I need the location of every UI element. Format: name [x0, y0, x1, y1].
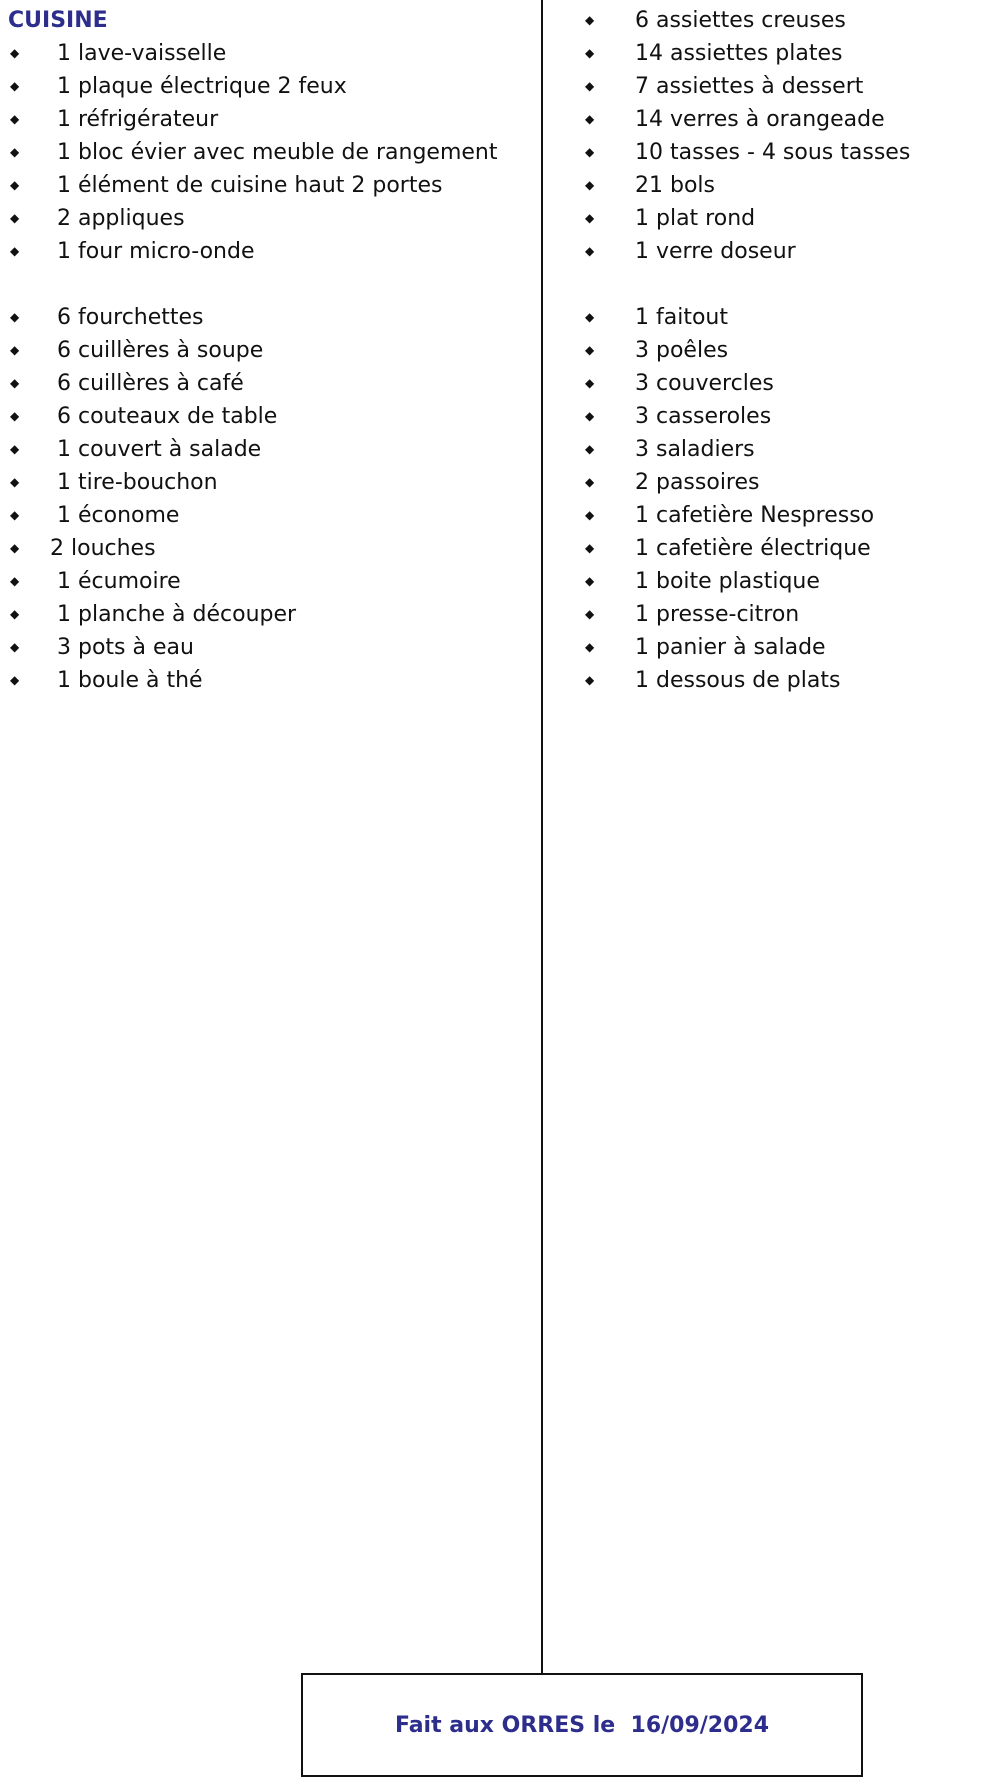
list-item: [585, 400, 985, 433]
list-item: [585, 235, 985, 268]
list-item-text: 1 boite plastique: [635, 569, 820, 594]
diamond-bullet-icon: ◆: [10, 310, 20, 324]
diamond-bullet-icon: ◆: [10, 112, 20, 126]
list-item-text: 7 assiettes à dessert: [635, 74, 864, 99]
diamond-bullet-icon: ◆: [10, 244, 20, 258]
list-item: [585, 136, 985, 169]
diamond-bullet-icon: ◆: [10, 475, 20, 489]
diamond-bullet-icon: ◆: [585, 640, 595, 654]
list-item: [8, 367, 528, 400]
right-list-cookware: [585, 301, 985, 697]
diamond-bullet-icon: ◆: [10, 178, 20, 192]
list-item-text: 1 élément de cuisine haut 2 portes: [57, 173, 443, 198]
diamond-bullet-icon: ◆: [585, 541, 595, 555]
diamond-bullet-icon: ◆: [10, 46, 20, 60]
right-column: [585, 4, 985, 697]
diamond-bullet-icon: ◆: [585, 310, 595, 324]
diamond-bullet-icon: ◆: [585, 178, 595, 192]
diamond-bullet-icon: ◆: [585, 79, 595, 93]
list-item: [8, 334, 528, 367]
diamond-bullet-icon: ◆: [585, 112, 595, 126]
left-column: [8, 4, 528, 697]
right-list-tableware: [585, 4, 985, 268]
list-item: [8, 136, 528, 169]
list-item-text: 1 dessous de plats: [635, 668, 841, 693]
left-list-appliances: [8, 37, 528, 268]
diamond-bullet-icon: ◆: [10, 409, 20, 423]
diamond-bullet-icon: ◆: [10, 211, 20, 225]
list-item-text: 6 cuillères à café: [57, 371, 244, 396]
left-list-utensils: [8, 301, 528, 697]
diamond-bullet-icon: ◆: [585, 343, 595, 357]
list-item: [585, 4, 985, 37]
diamond-bullet-icon: ◆: [585, 145, 595, 159]
list-item: [8, 301, 528, 334]
list-item: [8, 565, 528, 598]
list-item: [585, 631, 985, 664]
diamond-bullet-icon: ◆: [585, 475, 595, 489]
list-item: [8, 70, 528, 103]
list-item: [585, 169, 985, 202]
diamond-bullet-icon: ◆: [585, 409, 595, 423]
list-item-text: 3 couvercles: [635, 371, 774, 396]
diamond-bullet-icon: ◆: [10, 508, 20, 522]
diamond-bullet-icon: ◆: [585, 574, 595, 588]
list-item: [8, 433, 528, 466]
list-item-text: 1 verre doseur: [635, 239, 796, 264]
list-item-text: 1 four micro-onde: [57, 239, 255, 264]
list-item: [585, 433, 985, 466]
diamond-bullet-icon: ◆: [10, 541, 20, 555]
list-item-text: 1 tire-bouchon: [57, 470, 218, 495]
list-item-text: 1 économe: [57, 503, 180, 528]
list-item-text: 1 panier à salade: [635, 635, 826, 660]
list-item-text: 2 appliques: [57, 206, 185, 231]
list-item: [585, 499, 985, 532]
list-item-text: 3 casseroles: [635, 404, 772, 429]
list-item: [8, 235, 528, 268]
diamond-bullet-icon: ◆: [585, 244, 595, 258]
diamond-bullet-icon: ◆: [10, 574, 20, 588]
diamond-bullet-icon: ◆: [585, 442, 595, 456]
list-item-text: 21 bols: [635, 173, 715, 198]
list-item: [585, 664, 985, 697]
signature-box: [301, 1673, 863, 1777]
list-item-text: 1 planche à découper: [57, 602, 297, 627]
list-item-text: 6 assiettes creuses: [635, 8, 846, 33]
list-item-text: 6 couteaux de table: [57, 404, 278, 429]
list-item: [8, 169, 528, 202]
diamond-bullet-icon: ◆: [10, 376, 20, 390]
list-gap: [8, 268, 528, 301]
diamond-bullet-icon: ◆: [10, 442, 20, 456]
list-item-text: 3 poêles: [635, 338, 729, 363]
list-item-text: 3 saladiers: [635, 437, 755, 462]
list-item-text: 1 cafetière Nespresso: [635, 503, 875, 528]
list-item: [8, 103, 528, 136]
list-item-text: 1 réfrigérateur: [57, 107, 219, 132]
list-item-text: 6 cuillères à soupe: [57, 338, 264, 363]
list-item: [585, 37, 985, 70]
list-item-text: 1 écumoire: [57, 569, 181, 594]
list-item-text: 10 tasses - 4 sous tasses: [635, 140, 911, 165]
list-item: [585, 532, 985, 565]
diamond-bullet-icon: ◆: [585, 46, 595, 60]
list-item: [8, 664, 528, 697]
diamond-bullet-icon: ◆: [10, 145, 20, 159]
list-item-text: 1 lave-vaisselle: [57, 41, 227, 66]
list-item-text: 1 cafetière électrique: [635, 536, 871, 561]
list-item: [585, 565, 985, 598]
diamond-bullet-icon: ◆: [10, 607, 20, 621]
list-item: [8, 631, 528, 664]
list-item: [585, 301, 985, 334]
list-item: [585, 202, 985, 235]
diamond-bullet-icon: ◆: [585, 607, 595, 621]
diamond-bullet-icon: ◆: [585, 376, 595, 390]
list-item: [8, 466, 528, 499]
list-item: [8, 598, 528, 631]
list-item-text: 1 faitout: [635, 305, 728, 330]
diamond-bullet-icon: ◆: [585, 508, 595, 522]
column-divider: [541, 0, 543, 1673]
list-gap: [585, 268, 985, 301]
list-item-text: 1 plat rond: [635, 206, 756, 231]
list-item: [8, 37, 528, 70]
list-item: [585, 334, 985, 367]
list-item: [8, 400, 528, 433]
list-item-text: 14 verres à orangeade: [635, 107, 885, 132]
list-item-text: 1 boule à thé: [57, 668, 203, 693]
list-item-text: 3 pots à eau: [57, 635, 194, 660]
footer-date-text: Fait aux ORRES le 16/09/2024: [394, 1713, 770, 1738]
list-item: [8, 202, 528, 235]
diamond-bullet-icon: ◆: [585, 673, 595, 687]
diamond-bullet-icon: ◆: [585, 211, 595, 225]
list-item: [8, 532, 528, 565]
diamond-bullet-icon: ◆: [585, 13, 595, 27]
list-item: [585, 367, 985, 400]
list-item-text: 14 assiettes plates: [635, 41, 843, 66]
list-item: [8, 499, 528, 532]
list-item: [585, 70, 985, 103]
list-item: [585, 466, 985, 499]
diamond-bullet-icon: ◆: [10, 673, 20, 687]
diamond-bullet-icon: ◆: [10, 640, 20, 654]
diamond-bullet-icon: ◆: [10, 343, 20, 357]
section-title: CUISINE: [8, 8, 108, 33]
list-item-text: 2 passoires: [635, 470, 760, 495]
list-item-text: 6 fourchettes: [57, 305, 204, 330]
list-item-text: 2 louches: [50, 536, 156, 561]
diamond-bullet-icon: ◆: [10, 79, 20, 93]
list-item: [585, 103, 985, 136]
list-item: [585, 598, 985, 631]
list-item-text: 1 presse-citron: [635, 602, 800, 627]
list-item-text: 1 plaque électrique 2 feux: [57, 74, 347, 99]
list-item-text: 1 couvert à salade: [57, 437, 262, 462]
list-item-text: 1 bloc évier avec meuble de rangement: [57, 140, 498, 165]
